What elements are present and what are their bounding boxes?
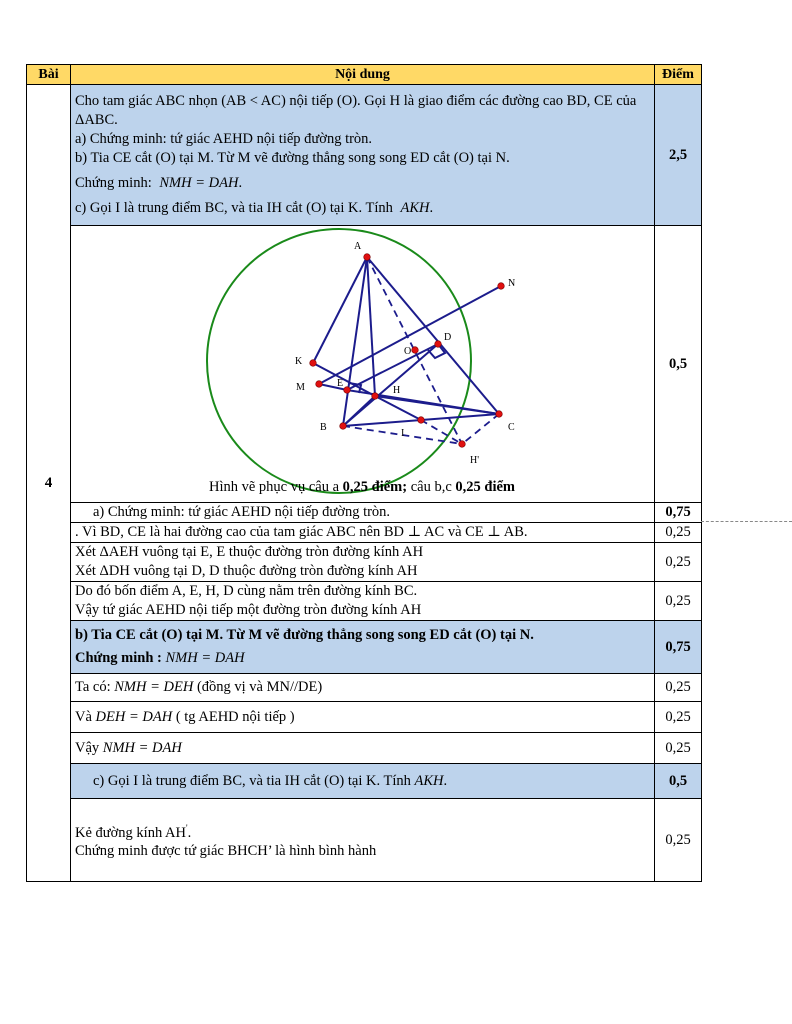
geometry-figure [71,226,653,502]
part-b-title: b) Tia CE cắt (O) tại M. Từ M vẽ đường thẳng song song ED cắt (O) tại N. Chứng minh : NMH = DAH [71,621,655,674]
figure-labels [295,241,515,466]
label-o: O [404,346,412,357]
header-noidung: Nội dung [71,65,655,85]
point-d [435,341,442,348]
figure-row [27,226,702,503]
circle-o [207,229,471,493]
part-a-row2-score: 0,25 [655,543,702,582]
part-b-row2 [27,702,702,733]
problem-row [27,85,702,226]
point-o [412,347,419,354]
label-k: K [295,356,303,367]
part-b-row1-text: Ta có: NMH = DEH (đồng vị và MN//DE) [71,674,655,702]
part-c-row1-text: Kẻ đường kính AH'. Chứng minh được tứ giác BHCH’ là hình bình hành [71,799,655,882]
part-b-row3-text: Vậy NMH = DAH [71,733,655,764]
part-a-row3-score: 0,25 [655,582,702,621]
figure-score: 0,5 [655,226,702,503]
label-m: M [296,382,305,393]
point-k [310,360,317,367]
part-a-row2 [27,543,702,582]
line-ah [367,257,375,396]
point-a [364,254,371,261]
label-e: E [337,378,344,389]
label-d: D [444,332,452,343]
part-a-row1-text: . Vì BD, CE là hai đường cao của tam giác ABC nên BD ⊥ AC và CE ⊥ AB. [71,523,655,543]
math-akh: AKH [400,200,430,216]
part-a-row3-text: Do đó bốn điểm A, E, H, D cùng nằm trên đường kính BC. Vậy tứ giác AEHD nội tiếp một đường tròn đường kính AH [71,582,655,621]
part-a-row1 [27,523,702,543]
problem-number: 4 [27,85,71,882]
part-a-title: a) Chứng minh: tứ giác AEHD nội tiếp đường tròn. [71,503,655,523]
math-nmh-dah: NMH = DAH [159,175,239,191]
part-c-title-row [27,764,702,799]
label-hp: H' [470,455,480,466]
part-c-row1-score: 0,25 [655,799,702,882]
part-b-row2-text: Và DEH = DAH ( tg AEHD nội tiếp ) [71,702,655,733]
part-a-row1-score: 0,25 [655,523,702,543]
part-b-row3 [27,733,702,764]
part-c-score: 0,5 [655,764,702,799]
part-c-title: c) Gọi I là trung điểm BC, và tia IH cắt (O) tại K. Tính AKH. [71,764,655,799]
label-c: C [508,422,515,433]
label-n: N [508,278,516,289]
part-b-row1 [27,674,702,702]
point-e [344,387,351,394]
part-b-row1-score: 0,25 [655,674,702,702]
math-nmh-dah-b: NMH = DAH [165,650,245,666]
point-c [496,411,503,418]
problem-line5: c) Gọi I là trung điểm BC, và tia IH cắt (O) tại K. Tính AKH. [75,200,434,216]
answer-sheet [26,64,701,882]
part-a-row3 [27,582,702,621]
label-b: B [320,422,327,433]
label-h: H [393,385,401,396]
problem-line3: b) Tia CE cắt (O) tại M. Từ M vẽ đường thẳng song song ED cắt (O) tại N. [75,150,510,166]
figure-caption: Hình vẽ phục vụ câu a 0,25 điểm; câu b,c 0,25 điểm [208,479,516,495]
part-c-row1 [27,799,702,882]
figure-lines [313,257,501,426]
line-ac [367,257,499,414]
point-i [418,417,425,424]
part-a-score: 0,75 [655,503,702,523]
point-m [316,381,323,388]
label-i: I [401,428,405,439]
part-b-row2-score: 0,25 [655,702,702,733]
problem-line4: Chứng minh: NMH = DAH. [75,175,243,191]
label-a: A [354,241,362,252]
problem-statement [71,85,655,226]
line-bh [343,396,375,426]
header-bai: Bài [27,65,71,85]
point-n [498,283,505,290]
part-b-score: 0,75 [655,621,702,674]
part-b-row3-score: 0,25 [655,733,702,764]
header-diem: Điểm [655,65,702,85]
overflow-dash-line [701,521,792,522]
part-a-title-row [27,503,702,523]
problem-line2: a) Chứng minh: tứ giác AEHD nội tiếp đường tròn. [75,131,373,147]
line-chp [462,414,499,444]
problem-line1: Cho tam giác ABC nhọn (AB < AC) nội tiếp (O). Gọi H là giao điểm các đường cao BD, CE của ΔABC. [75,93,637,128]
figure-cell [71,226,655,503]
part-a-row2-text: Xét ΔAEH vuông tại E, E thuộc đường tròn đường kính AH Xét ΔDH vuông tại D, D thuộc đường tròn đường kính AH [71,543,655,582]
part-b-title-row [27,621,702,674]
point-hp [459,441,466,448]
point-h [372,393,379,400]
point-b [340,423,347,430]
problem-score: 2,5 [655,85,702,226]
solution-table [26,64,702,882]
header-row [27,65,702,85]
